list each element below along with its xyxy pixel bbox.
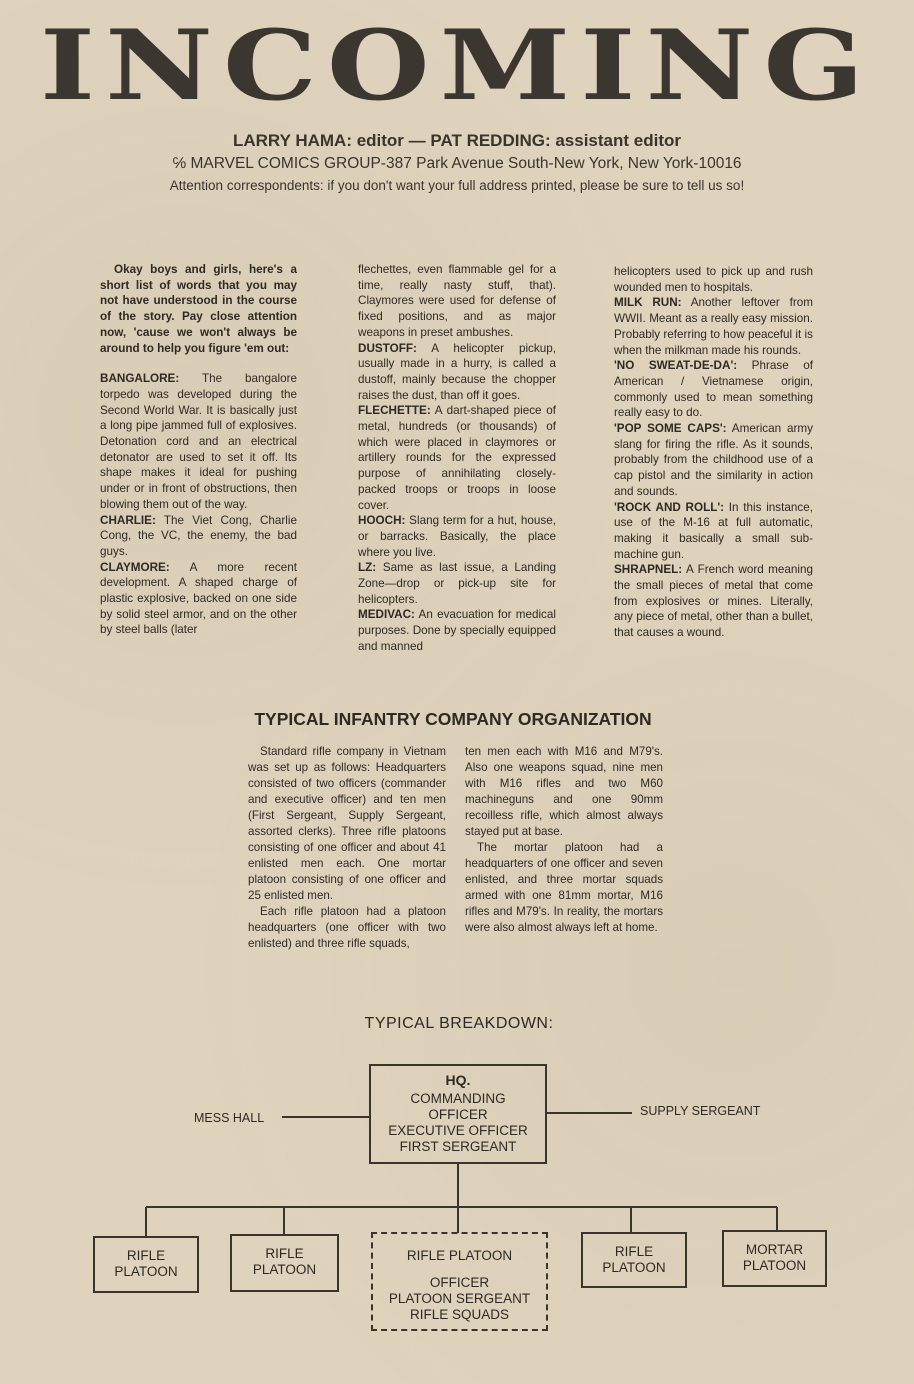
address-line: ℅ MARVEL COMICS GROUP-387 Park Avenue South-New York, New York-10016 (172, 155, 742, 172)
glossary-definition: The Viet Cong, Charlie Cong, the VC, the enemy, the bad guys. (100, 513, 297, 558)
organization-paragraph: Each rifle platoon had a platoon headquarters (one officer with two enlisted) and three rifle squads, (248, 905, 446, 950)
glossary-definition: flechettes, even flammable gel for a time, really nasty stuff, that). Claymores were used for defense of fixed positions, and as major weapons in preset ambushes. (358, 263, 556, 339)
glossary-definition: An evacuation for medical purposes. Done by specially equipped and manned (358, 608, 556, 653)
glossary-term: 'ROCK AND ROLL': (614, 500, 725, 514)
glossary-definition: In this instance, use of the M-16 at full automatic, making it basically a small sub-machine gun. (614, 500, 813, 561)
hq-box (369, 1064, 547, 1164)
glossary-term: CHARLIE: (100, 513, 156, 527)
glossary-term: LZ: (358, 561, 377, 575)
rifle-platoon-detail-box (371, 1232, 548, 1331)
supply-sergeant-label: SUPPLY SERGEANT (640, 1104, 761, 1118)
unit-line: RIFLE SQUADS (409, 1307, 510, 1322)
unit-line: MORTAR (745, 1242, 804, 1257)
mess-hall-label: MESS HALL (194, 1111, 265, 1125)
glossary-definition: helicopters used to pick up and rush wounded men to hospitals. (614, 265, 813, 294)
glossary-term: SHRAPNEL: (614, 563, 683, 577)
organization-paragraph: ten men each with M16 and M79's. Also one weapons squad, nine men with M16 rifles and two M60 machineguns and one 90mm recoilless rifle, which almost always stayed put at base. (465, 745, 663, 838)
breakdown-title: TYPICAL BREAKDOWN: (364, 1015, 554, 1032)
unit-line: PLATOON SERGEANT (388, 1291, 531, 1306)
organization-paragraph: Standard rifle company in Vietnam was set up as follows: Headquarters consisted of two officers (commander and executive officer) and ten men (First Sergeant, Supply Sergeant, assorted clerks). Three rifle platoons consisting of one officer and about 41 enlisted men each. One mortar platoon consisting of one officer and 25 enlisted men. (248, 745, 446, 902)
organization-title: TYPICAL INFANTRY COMPANY ORGANIZATION (254, 709, 652, 729)
glossary-term: FLECHETTE: (358, 404, 431, 418)
unit-line: RIFLE (614, 1244, 654, 1259)
glossary-definition: Phrase of American / Vietnamese origin, commonly used to mean something really easy to do. (614, 359, 813, 420)
glossary-term: MEDIVAC: (358, 608, 415, 622)
unit-line: OFFICER (429, 1275, 490, 1290)
glossary-definition: American army slang for firing the rifle. As it sounds, probably from the childhood use of a cap pistol and the similarity in action and sounds. (614, 422, 813, 498)
attention-note: Attention correspondents: if you don't want your full address printed, please be sure to tell us so! (169, 178, 745, 193)
glossary-term: BANGALORE: (100, 372, 180, 386)
unit-line: RIFLE (126, 1248, 166, 1263)
glossary-term: DUSTOFF: (358, 341, 417, 355)
glossary-definition: Slang term for a hut, house, or barracks. Basically, the place where you live. (358, 514, 556, 559)
unit-line: RIFLE PLATOON (406, 1248, 513, 1263)
glossary-definition: The bangalore torpedo was developed during the Second World War. It is basically just a long pipe jammed full of explosives. Detonation cord and an electrical detonator are used to set it off. Its shape makes it ideal for pushing under or in front of obstructions, then blowing them out of the way. (100, 372, 297, 511)
mortar-platoon-box (722, 1230, 827, 1287)
unit-line: RIFLE (265, 1246, 304, 1261)
hq-line: FIRST SERGEANT (399, 1139, 517, 1154)
unit-line (373, 1264, 546, 1275)
rifle-platoon-box (230, 1234, 339, 1292)
glossary-definition: A more recent development. A shaped charge of plastic explosive, backed on one side by solid steel armor, and on the other by steel balls (later (100, 560, 297, 637)
hq-title: HQ. (445, 1072, 471, 1088)
unit-line: PLATOON (742, 1258, 807, 1273)
hq-line: EXECUTIVE OFFICER (388, 1123, 528, 1138)
organization-paragraph: The mortar platoon had a headquarters of one officer and seven enlisted, and three mortar squads armed with one 81mm mortar, M16 rifles and M79's. In reality, the mortars were also almost always left at home. (465, 841, 663, 934)
rifle-platoon-box (581, 1232, 687, 1288)
glossary-term: 'NO SWEAT-DE-DA': (614, 359, 738, 373)
glossary-definition: Another leftover from WWII. Meant as a really easy mission. Probably referring to how peaceful it is when the milkman made his rounds. (614, 296, 813, 357)
glossary-term: 'POP SOME CAPS': (614, 422, 727, 436)
hq-line: COMMANDING (410, 1091, 506, 1106)
unit-line: PLATOON (252, 1262, 317, 1277)
glossary-term: CLAYMORE: (100, 560, 170, 574)
glossary-term: MILK RUN: (614, 296, 682, 310)
glossary-definition: A French word meaning the small pieces of metal that come from explosives or mines. Literally, any piece of metal, other than a bullet, that causes a wound. (614, 563, 813, 640)
glossary-definition: Same as last issue, a Landing Zone—drop or pick-up site for helicopters. (358, 561, 556, 606)
glossary-term: HOOCH: (358, 514, 406, 528)
unit-line: PLATOON (114, 1264, 178, 1279)
unit-line: PLATOON (602, 1260, 666, 1275)
rifle-platoon-box (93, 1236, 199, 1293)
page-title: INCOMING (39, 7, 875, 122)
hq-line: OFFICER (428, 1107, 488, 1122)
glossary-intro: Okay boys and girls, here's a short list of words that you may not have understood in the course of the story. Pay close attention now, 'cause we won't always be around to help you figure 'em out: (100, 263, 297, 355)
editors-line: LARRY HAMA: editor — PAT REDDING: assistant editor (232, 131, 681, 150)
glossary-definition: A helicopter pickup, usually made in a hurry, is called a dustoff, mainly because the chopper raises the dust, than off it goes. (358, 341, 556, 402)
glossary-definition: A dart-shaped piece of metal, hundreds (or thousands) of which were placed in claymores or artillery rounds for the expressed purpose of annihilating closely-packed troops or troops in loose cover. (358, 404, 556, 512)
